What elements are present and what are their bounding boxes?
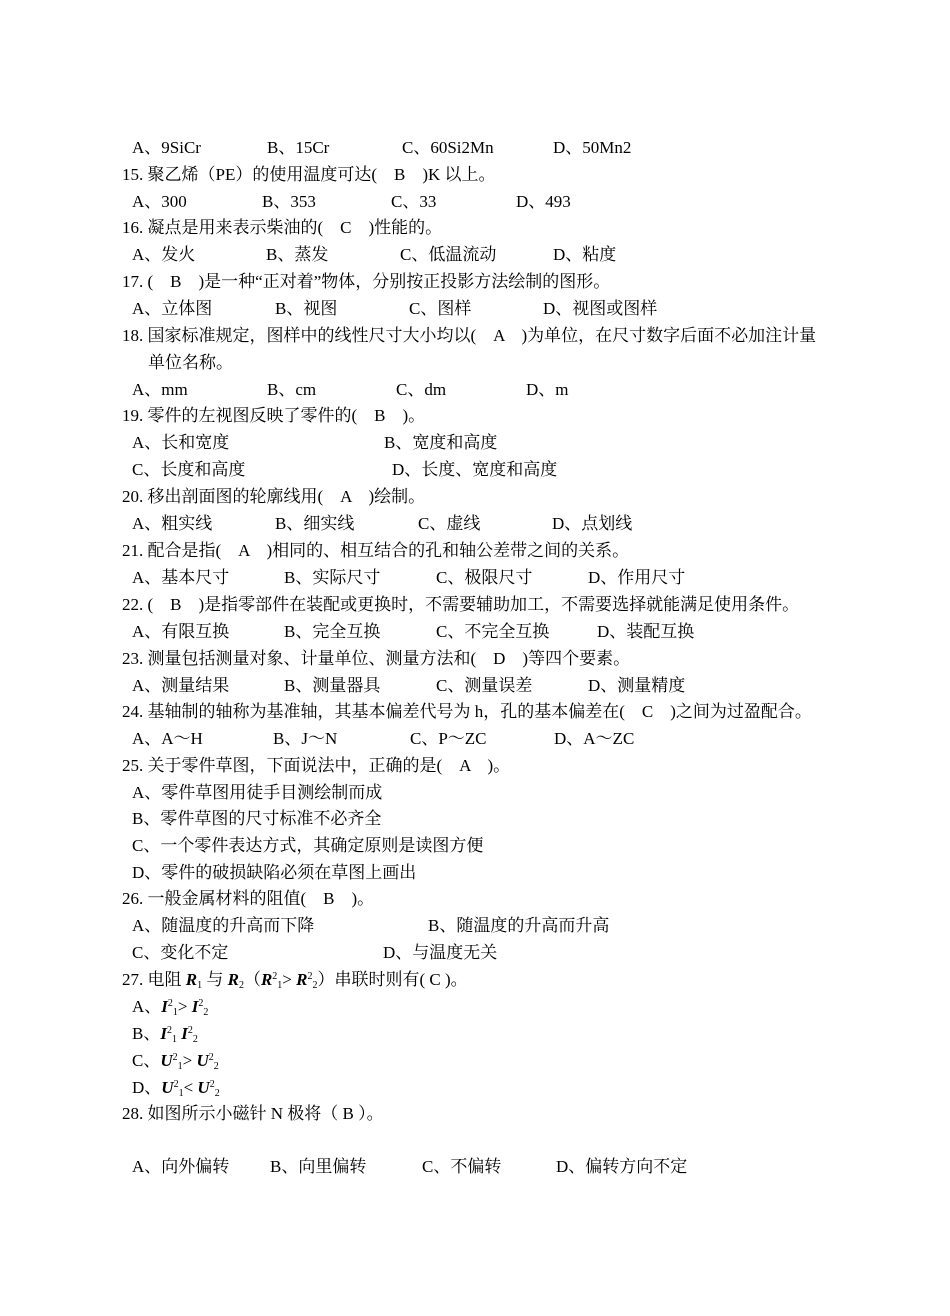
q27-d-u-right: U [197,1078,210,1097]
q27-option-c [132,1048,219,1074]
q27-option-a [132,994,208,1020]
q27-c-sub-right: 2 [213,1061,219,1072]
q22-option-b: B、完全互换 [284,622,381,641]
q22-text: 22. ( B )是指零部件在装配或更换时，不需要辅助加工，不需要选择就能满足使用条件。 [122,595,800,614]
q17-text: 17. ( B )是一种“正对着”物体，分别按正投影方法绘制的图形。 [122,272,611,291]
q15-option-a: A、300 [132,192,187,211]
q25-option-a: A、零件草图用徒手目测绘制而成 [132,783,383,802]
q28-text: 28. 如图所示小磁针 N 极将（ B ）。 [122,1104,384,1123]
q27-a-sub-left: 1 [172,1007,178,1018]
q21-option-b: B、实际尺寸 [284,568,381,587]
q15-text: 15. 聚乙烯（PE）的使用温度可达( B )K 以上。 [122,165,496,184]
q26-option-c: C、变化不定 [132,943,229,962]
q28-option-a: A、向外偏转 [132,1157,230,1176]
q26-option-a: A、随温度的升高而下降 [132,916,315,935]
q27-close: ）串联时则有( C )。 [317,970,468,989]
q22-option-a: A、有限互换 [132,622,230,641]
q19-text: 19. 零件的左视图反映了零件的( B )。 [122,406,426,425]
q27-d-u-left: U [161,1078,174,1097]
q27-d-label: D、 [132,1078,162,1097]
q16-option-c: C、低温流动 [400,245,497,264]
q20-option-c: C、虚线 [418,514,481,533]
q28-option-d: D、偏转方向不定 [556,1157,688,1176]
q23-option-c: C、测量误差 [436,676,533,695]
q27-option-d [132,1075,220,1101]
q27-cond-gt: > [282,970,297,989]
q16-text: 16. 凝点是用来表示柴油的( C )性能的。 [122,218,443,237]
q27-r1-subscript: 1 [197,980,203,991]
q27-open-paren: （ [243,970,261,989]
q14-option-a: A、9SiCr [132,138,201,157]
q27-a-label: A、 [132,997,162,1016]
q19-option-c: C、长度和高度 [132,460,246,479]
q27-option-b [132,1021,198,1047]
q27-c-sup-left: 2 [172,1052,178,1063]
q16-option-d: D、粘度 [553,245,617,264]
q17-option-c: C、图样 [409,299,472,318]
q27-c-label: C、 [132,1051,161,1070]
q23-text: 23. 测量包括测量对象、计量单位、测量方法和( D )等四个要素。 [122,649,631,668]
q14-option-b: B、15Cr [267,138,330,157]
q22-option-d: D、装配互换 [597,622,695,641]
q28-option-b: B、向里偏转 [270,1157,367,1176]
q18-option-c: C、dm [396,380,447,399]
q27-cond-sup-right: 2 [307,971,313,982]
q27-d-sub-right: 2 [214,1088,220,1099]
q27-a-sup-right: 2 [198,998,204,1009]
q27-r2-subscript: 2 [238,980,244,991]
q27-c-u-right: U [196,1051,209,1070]
q24-text: 24. 基轴制的轴称为基准轴，其基本偏差代号为 h，孔的基本偏差在( C )之间为过盈配合。 [122,702,812,721]
q19-option-a: A、长和宽度 [132,433,230,452]
q20-option-b: B、细实线 [275,514,355,533]
q18-option-d: D、m [526,380,569,399]
q14-option-c: C、60Si2Mn [402,138,494,157]
q15-option-d: D、493 [516,192,571,211]
q27-d-sup-right: 2 [209,1079,215,1090]
q16-option-a: A、发火 [132,245,196,264]
q27-c-sup-right: 2 [208,1052,214,1063]
q21-option-c: C、极限尺寸 [436,568,533,587]
q17-option-a: A、立体图 [132,299,213,318]
q18-option-a: A、mm [132,380,188,399]
q25-option-d: D、零件的破损缺陷必须在草图上画出 [132,863,417,882]
q18-text: 18. 国家标准规定，图样中的线性尺寸大小均以( A )为单位，在尺寸数字后面不必加注计量 [122,326,817,345]
q27-d-lt: < [183,1078,198,1097]
q27-b-i-left: I [160,1024,167,1043]
q25-text: 25. 关于零件草图，下面说法中，正确的是( A )。 [122,756,511,775]
q26-option-b: B、随温度的升高而升高 [428,916,610,935]
q17-option-d: D、视图或图样 [543,299,658,318]
q27-d-sup-left: 2 [173,1079,179,1090]
q14-option-d: D、50Mn2 [553,138,632,157]
q21-text: 21. 配合是指( A )相同的、相互结合的孔和轴公差带之间的关系。 [122,541,630,560]
q22-option-c: C、不完全互换 [436,622,550,641]
q27-cond-sub-left: 1 [277,980,283,991]
q27-a-sup-left: 2 [167,998,173,1009]
q27-a-i-left: I [161,997,168,1016]
q19-option-d: D、长度、宽度和高度 [392,460,558,479]
q27-cond-sub-right: 2 [312,980,318,991]
q27-text [122,967,468,993]
q28-option-c: C、不偏转 [422,1157,502,1176]
q27-b-sub-left: 1 [171,1034,177,1045]
q24-option-b: B、J～N [273,729,338,748]
q27-cond-sup-left: 2 [272,971,278,982]
q26-option-d: D、与温度无关 [383,943,498,962]
q25-option-c: C、一个零件表达方式，其确定原则是读图方便 [132,836,484,855]
q26-text: 26. 一般金属材料的阻值( B )。 [122,889,375,908]
q21-option-d: D、作用尺寸 [588,568,686,587]
q20-option-d: D、点划线 [552,514,633,533]
q27-b-i-right: I [181,1024,188,1043]
q18-text-continued: 单位名称。 [148,353,233,372]
q23-option-a: A、测量结果 [132,676,230,695]
q27-a-i-right: I [191,997,199,1016]
q18-option-b: B、cm [267,380,317,399]
q27-c-gt: > [182,1051,197,1070]
q27-a-sub-right: 2 [203,1007,209,1018]
q15-option-c: C、33 [391,192,437,211]
q27-and: 与 [202,970,228,989]
q27-b-sub-right: 2 [192,1034,198,1045]
q27-r1-symbol: R [185,970,198,989]
q15-option-b: B、353 [262,192,316,211]
q27-r2-symbol: R [227,970,239,989]
q27-b-sup-right: 2 [187,1025,193,1036]
q27-c-u-left: U [160,1051,173,1070]
q27-d-sub-left: 1 [178,1088,184,1099]
q19-option-b: B、宽度和高度 [384,433,498,452]
q27-b-label: B、 [132,1024,161,1043]
q23-option-d: D、测量精度 [588,676,686,695]
q27-cond-r-left: R [260,970,273,989]
q24-option-d: D、A～ZC [554,729,635,748]
q27-cond-r-right: R [296,970,308,989]
q25-option-b: B、零件草图的尺寸标准不必齐全 [132,809,382,828]
q16-option-b: B、蒸发 [266,245,329,264]
q21-option-a: A、基本尺寸 [132,568,230,587]
q27-b-sup-left: 2 [166,1025,172,1036]
q20-option-a: A、粗实线 [132,514,213,533]
q27-prefix: 27. 电阻 [122,970,186,989]
q24-option-c: C、P～ZC [410,729,487,748]
q23-option-b: B、测量器具 [284,676,381,695]
q24-option-a: A、A～H [132,729,203,748]
q27-c-sub-left: 1 [177,1061,183,1072]
q20-text: 20. 移出剖面图的轮廓线用( A )绘制。 [122,487,426,506]
q27-a-gt: > [177,997,192,1016]
q17-option-b: B、视图 [275,299,338,318]
